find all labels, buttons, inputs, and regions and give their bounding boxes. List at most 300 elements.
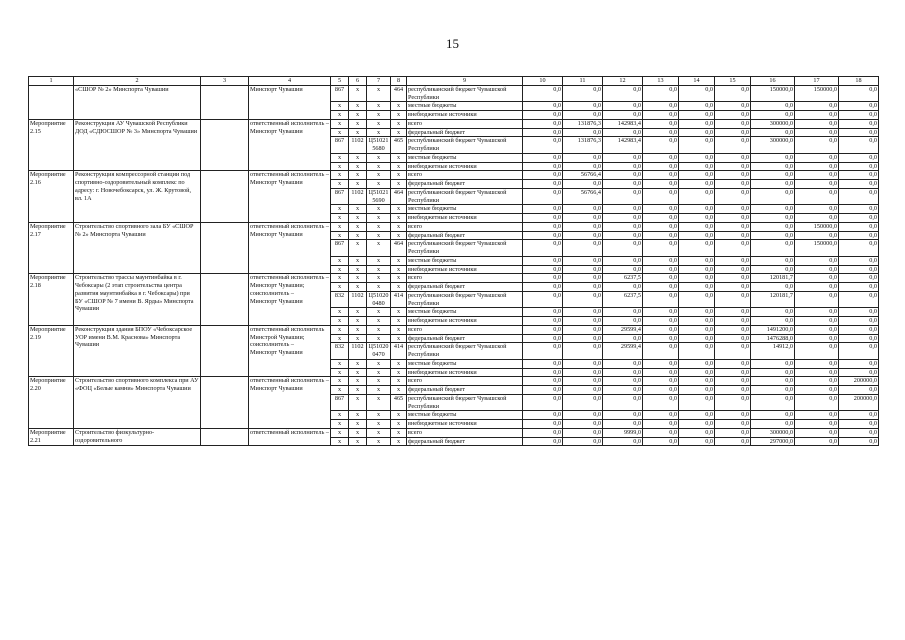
- year-amount: 0,0: [523, 274, 563, 283]
- measure-id: Мероприятие 2.19: [29, 325, 74, 377]
- year-amount: 0,0: [839, 222, 879, 231]
- year-amount: 0,0: [795, 437, 839, 446]
- year-amount: 0,0: [751, 386, 795, 395]
- year-amount: 120181,7: [751, 291, 795, 308]
- year-amount: 0,0: [795, 153, 839, 162]
- year-amount: 0,0: [839, 240, 879, 257]
- year-amount: 0,0: [715, 137, 751, 154]
- year-amount: 0,0: [751, 240, 795, 257]
- year-amount: 0,0: [839, 188, 879, 205]
- year-amount: 0,0: [795, 308, 839, 317]
- funding-source: всего: [407, 377, 523, 386]
- code-section: х: [349, 240, 367, 257]
- code-expense: х: [391, 265, 407, 274]
- code-section: 1102: [349, 291, 367, 308]
- year-amount: 0,0: [603, 334, 643, 343]
- code-expense: 464: [391, 85, 407, 102]
- code-grbs: х: [331, 111, 349, 120]
- year-amount: 0,0: [563, 128, 603, 137]
- measure-name: Реконструкция АУ Чувашской Республики ДОД «СДЮСШОР № 3» Минспорта Чувашии: [74, 119, 201, 171]
- year-amount: 0,0: [603, 386, 643, 395]
- table-row: [29, 119, 879, 128]
- measure-id: [29, 85, 74, 119]
- year-amount: 0,0: [563, 334, 603, 343]
- year-amount: 0,0: [795, 119, 839, 128]
- year-amount: 0,0: [523, 428, 563, 437]
- year-amount: 0,0: [603, 214, 643, 223]
- column-number: 18: [839, 77, 879, 86]
- year-amount: 0,0: [715, 377, 751, 386]
- year-amount: 0,0: [603, 162, 643, 171]
- code-grbs: х: [331, 153, 349, 162]
- year-amount: 9999,0: [603, 428, 643, 437]
- year-amount: 0,0: [643, 240, 679, 257]
- year-amount: 56766,4: [563, 171, 603, 180]
- code-section: х: [349, 128, 367, 137]
- code-section: х: [349, 265, 367, 274]
- funding-source: всего: [407, 428, 523, 437]
- year-amount: 0,0: [563, 85, 603, 102]
- column-number: 3: [201, 77, 249, 86]
- year-amount: 0,0: [795, 188, 839, 205]
- code-target: х: [367, 283, 391, 292]
- column-number: 9: [407, 77, 523, 86]
- year-amount: 0,0: [839, 359, 879, 368]
- program-goal-cell: [201, 377, 249, 429]
- year-amount: 0,0: [523, 240, 563, 257]
- code-section: х: [349, 171, 367, 180]
- year-amount: 0,0: [679, 420, 715, 429]
- year-amount: 0,0: [795, 102, 839, 111]
- year-amount: 0,0: [679, 180, 715, 189]
- funding-source: федеральный бюджет: [407, 128, 523, 137]
- year-amount: 0,0: [715, 214, 751, 223]
- code-section: х: [349, 153, 367, 162]
- measure-name: Строительство спортивного комплекса при АУ «ФОЦ «Белые камни» Минспорта Чувашии: [74, 377, 201, 429]
- column-number: 16: [751, 77, 795, 86]
- year-amount: 0,0: [751, 256, 795, 265]
- funding-source: федеральный бюджет: [407, 386, 523, 395]
- year-amount: 0,0: [715, 308, 751, 317]
- measure-name: Строительство спортивного зала БУ «СШОР № 2» Минспорта Чувашии: [74, 222, 201, 274]
- year-amount: 0,0: [563, 231, 603, 240]
- year-amount: 0,0: [643, 222, 679, 231]
- executor-cell: [249, 274, 331, 326]
- executor-line: соисполнитель –: [250, 341, 294, 349]
- year-amount: 0,0: [751, 411, 795, 420]
- code-section: х: [349, 334, 367, 343]
- year-amount: 0,0: [679, 128, 715, 137]
- year-amount: 0,0: [523, 377, 563, 386]
- year-amount: 0,0: [839, 256, 879, 265]
- code-target: х: [367, 214, 391, 223]
- code-target: х: [367, 153, 391, 162]
- column-number: 5: [331, 77, 349, 86]
- year-amount: 0,0: [643, 256, 679, 265]
- year-amount: 150000,0: [795, 222, 839, 231]
- funding-source: внебюджетные источники: [407, 368, 523, 377]
- year-amount: 0,0: [751, 420, 795, 429]
- code-section: х: [349, 394, 367, 411]
- year-amount: 0,0: [523, 359, 563, 368]
- code-grbs: х: [331, 359, 349, 368]
- year-amount: 0,0: [643, 377, 679, 386]
- year-amount: 0,0: [563, 274, 603, 283]
- code-grbs: х: [331, 119, 349, 128]
- year-amount: 0,0: [643, 180, 679, 189]
- year-amount: 0,0: [523, 180, 563, 189]
- funding-source: местные бюджеты: [407, 256, 523, 265]
- code-section: х: [349, 205, 367, 214]
- code-grbs: 867: [331, 188, 349, 205]
- year-amount: 0,0: [751, 205, 795, 214]
- funding-source: всего: [407, 119, 523, 128]
- year-amount: 0,0: [679, 411, 715, 420]
- year-amount: 0,0: [523, 102, 563, 111]
- year-amount: 0,0: [751, 162, 795, 171]
- year-amount: 0,0: [563, 256, 603, 265]
- executor-cell: [249, 222, 331, 274]
- code-section: х: [349, 222, 367, 231]
- year-amount: 0,0: [523, 317, 563, 326]
- year-amount: 0,0: [523, 308, 563, 317]
- year-amount: 0,0: [563, 325, 603, 334]
- code-grbs: х: [331, 256, 349, 265]
- funding-source: местные бюджеты: [407, 359, 523, 368]
- code-expense: х: [391, 214, 407, 223]
- code-target: х: [367, 85, 391, 102]
- measure-id: Мероприятие 2.15: [29, 119, 74, 171]
- column-number: 12: [603, 77, 643, 86]
- year-amount: 0,0: [523, 334, 563, 343]
- year-amount: 0,0: [643, 119, 679, 128]
- year-amount: 0,0: [679, 368, 715, 377]
- year-amount: 0,0: [523, 171, 563, 180]
- year-amount: 150000,0: [795, 240, 839, 257]
- code-grbs: 832: [331, 343, 349, 360]
- code-expense: х: [391, 325, 407, 334]
- year-amount: 0,0: [643, 428, 679, 437]
- year-amount: 0,0: [523, 188, 563, 205]
- year-amount: 0,0: [679, 359, 715, 368]
- year-amount: 0,0: [523, 137, 563, 154]
- year-amount: 0,0: [643, 102, 679, 111]
- code-target: х: [367, 308, 391, 317]
- year-amount: 0,0: [563, 283, 603, 292]
- funding-source: всего: [407, 274, 523, 283]
- code-target: Ц51021 5690: [367, 188, 391, 205]
- year-amount: 200000,0: [839, 377, 879, 386]
- funding-source: федеральный бюджет: [407, 283, 523, 292]
- year-amount: 0,0: [523, 119, 563, 128]
- year-amount: 0,0: [839, 343, 879, 360]
- executor-line: Минспорт Чувашии: [250, 349, 303, 356]
- year-amount: 0,0: [643, 205, 679, 214]
- code-section: х: [349, 359, 367, 368]
- year-amount: 0,0: [523, 162, 563, 171]
- year-amount: 0,0: [715, 111, 751, 120]
- funding-source: внебюджетные источники: [407, 214, 523, 223]
- year-amount: 0,0: [643, 334, 679, 343]
- year-amount: 0,0: [563, 291, 603, 308]
- code-grbs: 832: [331, 291, 349, 308]
- code-grbs: х: [331, 411, 349, 420]
- year-amount: 0,0: [603, 368, 643, 377]
- measure-name: Строительство физкультурно-оздоровительного: [74, 428, 201, 446]
- year-amount: 0,0: [523, 291, 563, 308]
- year-amount: 0,0: [563, 394, 603, 411]
- year-amount: 0,0: [795, 368, 839, 377]
- year-amount: 0,0: [715, 231, 751, 240]
- year-amount: 0,0: [751, 283, 795, 292]
- code-section: 1102: [349, 137, 367, 154]
- year-amount: 0,0: [563, 153, 603, 162]
- column-number: 6: [349, 77, 367, 86]
- year-amount: 0,0: [563, 368, 603, 377]
- year-amount: 0,0: [679, 317, 715, 326]
- year-amount: 0,0: [563, 411, 603, 420]
- year-amount: 0,0: [839, 180, 879, 189]
- year-amount: 0,0: [643, 162, 679, 171]
- column-number: 11: [563, 77, 603, 86]
- year-amount: 0,0: [679, 214, 715, 223]
- code-target: Ц51020 0480: [367, 291, 391, 308]
- year-amount: 0,0: [795, 283, 839, 292]
- measure-name: Реконструкция компрессорной станции под спортивно-оздоровительный комплекс по адресу: г. Новочебоксарск, ул. Ж. Крутовой, вл. 1А: [74, 171, 201, 223]
- year-amount: 0,0: [679, 222, 715, 231]
- code-grbs: х: [331, 317, 349, 326]
- funding-source: внебюджетные источники: [407, 111, 523, 120]
- code-section: х: [349, 386, 367, 395]
- code-expense: х: [391, 428, 407, 437]
- year-amount: 0,0: [715, 205, 751, 214]
- year-amount: 0,0: [679, 153, 715, 162]
- code-expense: х: [391, 162, 407, 171]
- code-grbs: 867: [331, 85, 349, 102]
- code-expense: 465: [391, 394, 407, 411]
- year-amount: 6237,5: [603, 291, 643, 308]
- year-amount: 29599,4: [603, 343, 643, 360]
- year-amount: 0,0: [563, 308, 603, 317]
- code-section: х: [349, 283, 367, 292]
- code-grbs: х: [331, 377, 349, 386]
- executor-line: соисполнитель –: [250, 289, 294, 297]
- year-amount: 0,0: [643, 188, 679, 205]
- year-amount: 0,0: [795, 394, 839, 411]
- year-amount: 0,0: [795, 291, 839, 308]
- year-amount: 142983,4: [603, 137, 643, 154]
- code-section: х: [349, 437, 367, 446]
- year-amount: 0,0: [679, 162, 715, 171]
- code-grbs: х: [331, 214, 349, 223]
- executor-cell: [249, 171, 331, 223]
- year-amount: 0,0: [643, 368, 679, 377]
- year-amount: 0,0: [679, 188, 715, 205]
- code-section: х: [349, 180, 367, 189]
- column-number: 4: [249, 77, 331, 86]
- table-row: [29, 222, 879, 231]
- code-target: х: [367, 274, 391, 283]
- year-amount: 0,0: [679, 85, 715, 102]
- year-amount: 0,0: [751, 214, 795, 223]
- code-expense: 464: [391, 240, 407, 257]
- year-amount: 0,0: [715, 128, 751, 137]
- column-number: 1: [29, 77, 74, 86]
- year-amount: 0,0: [751, 111, 795, 120]
- code-target: х: [367, 256, 391, 265]
- funding-source: внебюджетные источники: [407, 162, 523, 171]
- year-amount: 0,0: [751, 317, 795, 326]
- year-amount: 0,0: [679, 265, 715, 274]
- year-amount: 0,0: [839, 274, 879, 283]
- year-amount: 0,0: [679, 308, 715, 317]
- year-amount: 0,0: [523, 153, 563, 162]
- year-amount: 0,0: [523, 283, 563, 292]
- year-amount: 0,0: [751, 394, 795, 411]
- year-amount: 0,0: [715, 437, 751, 446]
- year-amount: 0,0: [643, 85, 679, 102]
- year-amount: 0,0: [715, 240, 751, 257]
- code-grbs: х: [331, 308, 349, 317]
- year-amount: 0,0: [795, 205, 839, 214]
- program-goal-cell: [201, 171, 249, 223]
- code-grbs: х: [331, 386, 349, 395]
- year-amount: 131876,3: [563, 137, 603, 154]
- year-amount: 0,0: [563, 343, 603, 360]
- year-amount: 0,0: [679, 256, 715, 265]
- year-amount: 0,0: [839, 308, 879, 317]
- year-amount: 0,0: [603, 102, 643, 111]
- year-amount: 0,0: [603, 420, 643, 429]
- executor-line: Минспорт Чувашии: [250, 385, 303, 392]
- year-amount: 0,0: [643, 274, 679, 283]
- code-grbs: х: [331, 420, 349, 429]
- column-number: 14: [679, 77, 715, 86]
- year-amount: 0,0: [603, 222, 643, 231]
- code-section: х: [349, 317, 367, 326]
- code-section: 1102: [349, 343, 367, 360]
- measure-id: Мероприятие 2.18: [29, 274, 74, 326]
- code-expense: 464: [391, 188, 407, 205]
- year-amount: 0,0: [751, 222, 795, 231]
- code-section: х: [349, 119, 367, 128]
- year-amount: 0,0: [795, 386, 839, 395]
- year-amount: 300000,0: [751, 119, 795, 128]
- funding-source: всего: [407, 222, 523, 231]
- executor-line: ответственный исполнитель –: [250, 119, 329, 127]
- measure-id: Мероприятие 2.20: [29, 377, 74, 429]
- executor-line: Минспорт Чувашии: [250, 230, 303, 238]
- code-grbs: х: [331, 171, 349, 180]
- year-amount: 0,0: [839, 428, 879, 437]
- year-amount: 0,0: [523, 265, 563, 274]
- code-grbs: х: [331, 368, 349, 377]
- year-amount: 0,0: [679, 119, 715, 128]
- code-target: х: [367, 411, 391, 420]
- code-target: х: [367, 428, 391, 437]
- year-amount: 0,0: [715, 343, 751, 360]
- code-target: х: [367, 102, 391, 111]
- year-amount: 0,0: [795, 317, 839, 326]
- year-amount: 0,0: [643, 386, 679, 395]
- code-grbs: х: [331, 162, 349, 171]
- code-grbs: х: [331, 128, 349, 137]
- executor-line: ответственный исполнитель: [250, 325, 325, 333]
- code-expense: х: [391, 180, 407, 189]
- code-section: х: [349, 162, 367, 171]
- code-section: х: [349, 256, 367, 265]
- code-grbs: х: [331, 437, 349, 446]
- year-amount: 0,0: [715, 368, 751, 377]
- code-section: 1102: [349, 188, 367, 205]
- year-amount: 0,0: [715, 222, 751, 231]
- year-amount: 0,0: [523, 205, 563, 214]
- year-amount: 0,0: [523, 325, 563, 334]
- year-amount: 0,0: [839, 283, 879, 292]
- year-amount: 0,0: [715, 359, 751, 368]
- year-amount: 0,0: [643, 111, 679, 120]
- year-amount: 0,0: [603, 171, 643, 180]
- year-amount: 0,0: [839, 162, 879, 171]
- year-amount: 0,0: [679, 205, 715, 214]
- year-amount: 0,0: [563, 240, 603, 257]
- code-target: х: [367, 111, 391, 120]
- year-amount: 0,0: [603, 231, 643, 240]
- year-amount: 0,0: [523, 411, 563, 420]
- year-amount: 0,0: [751, 265, 795, 274]
- year-amount: 0,0: [795, 256, 839, 265]
- measure-name: «СШОР № 2» Минспорта Чувашии: [74, 85, 201, 119]
- table-body: [29, 77, 879, 446]
- funding-source: всего: [407, 325, 523, 334]
- code-target: х: [367, 377, 391, 386]
- code-target: х: [367, 171, 391, 180]
- code-expense: 414: [391, 291, 407, 308]
- code-expense: х: [391, 437, 407, 446]
- year-amount: 0,0: [751, 180, 795, 189]
- year-amount: 0,0: [715, 119, 751, 128]
- year-amount: 0,0: [795, 428, 839, 437]
- year-amount: 0,0: [679, 325, 715, 334]
- year-amount: 0,0: [523, 111, 563, 120]
- executor-line: Минспорт Чувашии: [250, 85, 303, 93]
- code-expense: х: [391, 317, 407, 326]
- code-expense: 414: [391, 343, 407, 360]
- year-amount: 0,0: [523, 437, 563, 446]
- code-section: х: [349, 274, 367, 283]
- year-amount: 0,0: [715, 386, 751, 395]
- year-amount: 0,0: [643, 214, 679, 223]
- code-target: х: [367, 231, 391, 240]
- year-amount: 0,0: [751, 128, 795, 137]
- year-amount: 0,0: [563, 222, 603, 231]
- executor-line: Минспорт Чувашии: [250, 127, 303, 135]
- column-number-row: [29, 77, 879, 86]
- code-grbs: х: [331, 283, 349, 292]
- code-section: х: [349, 325, 367, 334]
- executor-line: Минспорт Чувашии: [250, 297, 303, 305]
- year-amount: 0,0: [839, 111, 879, 120]
- year-amount: 0,0: [715, 334, 751, 343]
- code-expense: 465: [391, 137, 407, 154]
- year-amount: 0,0: [563, 420, 603, 429]
- year-amount: 0,0: [603, 308, 643, 317]
- year-amount: 0,0: [643, 171, 679, 180]
- executor-cell: [249, 325, 331, 377]
- executor-cell: [249, 428, 331, 446]
- column-number: 15: [715, 77, 751, 86]
- year-amount: 0,0: [523, 343, 563, 360]
